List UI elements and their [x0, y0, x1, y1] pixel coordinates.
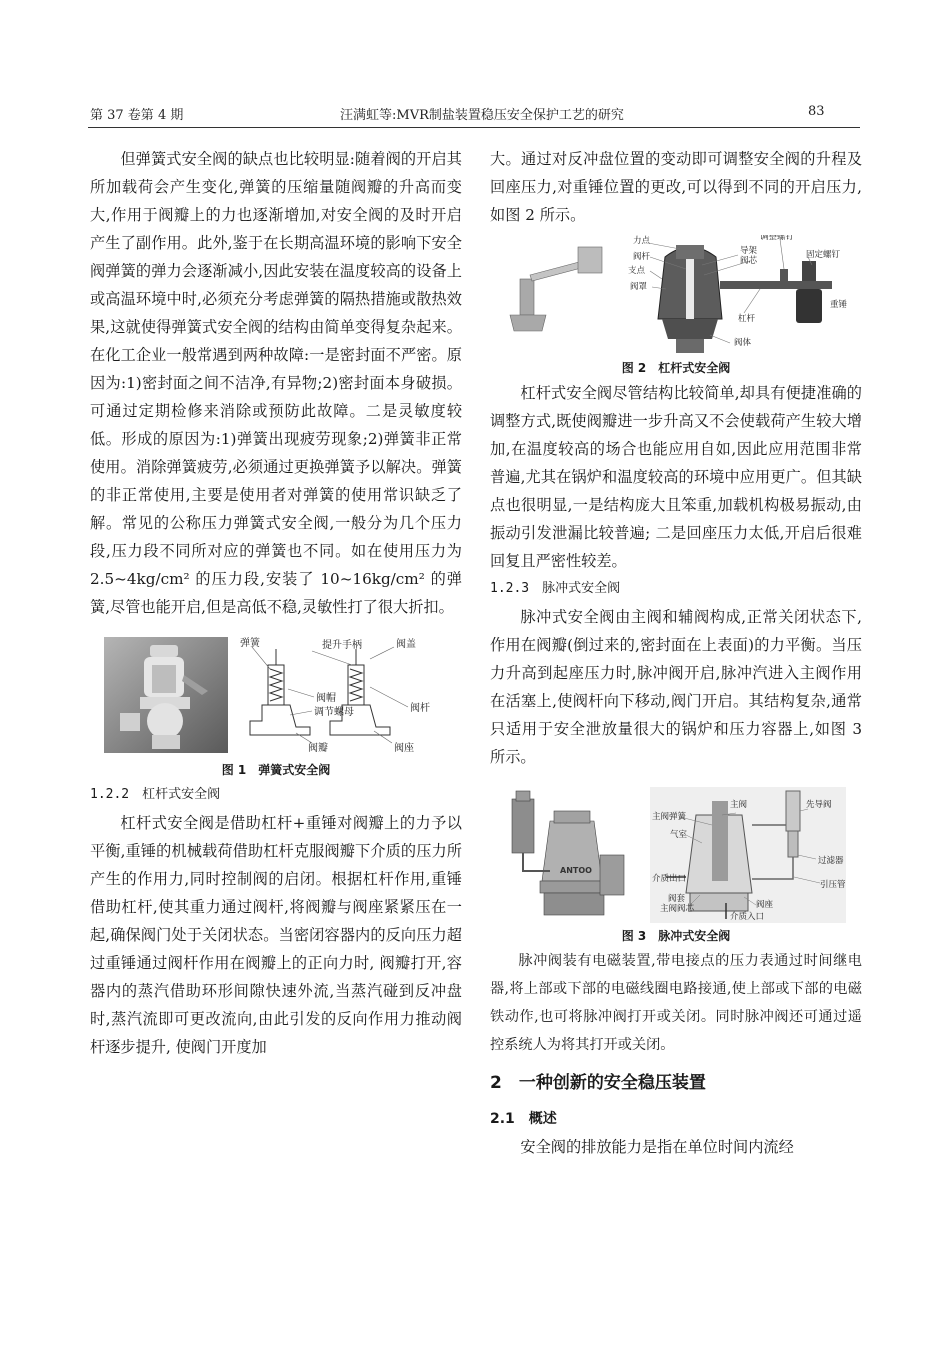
- label-sleeve: 阀套: [668, 894, 686, 904]
- journal-volume: 第 37 卷第 4 期: [90, 108, 184, 123]
- page-number: 83: [808, 104, 825, 119]
- label-guide: 导架: [740, 246, 758, 256]
- label-nut: 调节螺母: [314, 707, 354, 718]
- figure-1: [90, 635, 462, 759]
- label-handle: 提升手柄: [322, 640, 362, 651]
- paragraph: 杠杆式安全阀是借助杠杆+重锤对阀瓣上的力予以平衡,重锤的机械载荷借助杠杆克服阀瓣下介质的压力所产生的作用力,同时控制阀的启闭。根据杠杆作用,重锤借助杠杆,使其重力通过阀杆,将阀瓣与阀座紧紧压在一起,确保阀门处于关闭状态。当密闭容器内的反向压力超过重锤通过阀杆作用在阀瓣上的正向力时, 阀瓣打开,容器内的蒸汽借助环形间隙快速外流,当蒸汽碰到反冲盘时,蒸汽流即可更改流向,由此引发的反向作用力推动阀杆逐步提升, 使阀门开度加: [90, 814, 462, 1056]
- label-main-spring: 主阀弹簧: [652, 812, 687, 822]
- label-spring: 弹簧: [240, 638, 260, 649]
- label-outlet: 介质出口: [652, 874, 687, 884]
- paragraph: 杠杆式安全阀尽管结构比较简单,却具有便捷准确的调整方式,既使阀瓣进一步升高又不会使载荷产生较大增加,在温度较高的场合也能应用自如,因此应用范围非常普遍,尤其在锅炉和温度较高的环境中应用更广。但其缺点也很明显,一是结构庞大且笨重,加载机构极易振动,由振动引发泄漏比较普遍; 二是回座压力太低,开启后很难回复且严密性较差。: [490, 384, 862, 570]
- right-column: [490, 145, 862, 1161]
- label-cap: 阀盖: [396, 639, 416, 650]
- spring-valve-figure: [90, 635, 462, 759]
- label-core: 阀芯: [740, 256, 758, 266]
- label-pilot: 先导阀: [806, 800, 832, 810]
- figure-3-caption: 图 3 脉冲式安全阀: [621, 929, 731, 943]
- section-2-heading: 2 一种创新的安全稳压装置: [490, 1073, 706, 1093]
- label-fix-screw: 固定螺钉: [806, 250, 841, 260]
- label-stem: 阀杆: [410, 703, 430, 714]
- label-lever: 杠杆: [738, 314, 756, 324]
- label-bonnet: 阀帽: [316, 693, 336, 704]
- label-seat: 阀座: [394, 743, 414, 754]
- label-disc: 阀瓣: [308, 743, 328, 754]
- label-fulcrum: 支点: [628, 266, 646, 276]
- header-rule: [88, 127, 860, 128]
- label-inlet: 介质入口: [730, 912, 765, 922]
- label-cover: 阀罩: [630, 282, 648, 292]
- section-1-2-2: 1.2.2 杠杆式安全阀: [90, 787, 221, 802]
- left-column: [90, 145, 462, 1061]
- lever-valve-figure: [490, 235, 862, 357]
- figure-1-caption: 图 1 弹簧式安全阀: [221, 763, 331, 777]
- section-1-2-3: 1.2.3 脉冲式安全阀: [490, 581, 621, 596]
- label-main-valve: 主阀: [730, 800, 748, 810]
- label-stem: 阀杆: [633, 252, 651, 262]
- figure-2: [490, 235, 862, 357]
- brand-text: ANTOO: [560, 866, 592, 875]
- figure-2-caption: 图 2 杠杆式安全阀: [621, 361, 731, 375]
- label-weight: 重锤: [830, 300, 848, 310]
- paragraph: 安全阀的排放能力是指在单位时间内流经: [520, 1138, 794, 1156]
- section-2-1-heading: 2.1 概述: [490, 1111, 557, 1127]
- label-air-chamber: 气室: [670, 830, 688, 840]
- label-adjust-screw: 调整螺钉: [760, 235, 795, 242]
- paragraph: 脉冲式安全阀由主阀和辅阀构成,正常关闭状态下,作用在阀瓣(倒过来的,密封面在上表面)的力平衡。当压力升高到起座压力时,脉冲阀开启,脉冲汽进入主阀作用在活塞上,使阀杆向下移动,阀门开启。其结构复杂,通常只适用于安全泄放量很大的锅炉和压力容器上,如图 3 所示。: [490, 608, 862, 766]
- label-main-core: 主阀阀芯: [660, 904, 695, 914]
- pulse-valve-figure: [490, 785, 862, 925]
- label-pressure-pipe: 引压管: [820, 880, 846, 890]
- label-filter: 过滤器: [818, 856, 844, 866]
- paragraph: 但弹簧式安全阀的缺点也比较明显:随着阀的开启其所加载荷会产生变化,弹簧的压缩量随阀瓣的升高而变大,作用于阀瓣上的力也逐渐增加,对安全阀的及时开启产生了副作用。此外,鉴于在长期高温环境的影响下安全阀弹簧的弹力会逐渐减小,因此安装在温度较高的设备上或高温环境中时,必须充分考虑弹簧的隔热措施或散热效果,这就使得弹簧式安全阀的结构由简单变得复杂起来。在化工企业一般常遇到两种故障:一是密封面不严密。原因为:1)密封面之间不洁净,有异物;2)密封面本身破损。可通过定期检修来消除或预防此故障。二是灵敏度较低。形成的原因为:1)弹簧出现疲劳现象;2)弹簧非正常使用。消除弹簧疲劳,必须通过更换弹簧予以解决。弹簧的非正常使用,主要是使用者对弹簧的使用常识缺乏了解。常见的公称压力弹簧式安全阀,一般分为几个压力段,压力段不同所对应的弹簧也不同。如在使用压力为 2.5~4kg/cm² 的压力段,安装了 10~16kg/cm² 的弹簧,尽管也能开启,但是高低不稳,灵敏性打了很大折扣。: [90, 150, 462, 616]
- label-body: 阀体: [734, 338, 752, 348]
- label-seat: 阀座: [756, 900, 774, 910]
- running-title: 汪满虹等:MVR制盐装置稳压安全保护工艺的研究: [340, 108, 624, 123]
- label-force-point: 力点: [633, 236, 651, 246]
- figure-3: [490, 785, 862, 925]
- paragraph: 大。通过对反冲盘位置的变动即可调整安全阀的升程及回座压力,对重锤位置的更改,可以得到不同的开启压力,如图 2 所示。: [490, 150, 862, 224]
- paragraph: 脉冲阀装有电磁装置,带电接点的压力表通过时间继电器,将上部或下部的电磁线圈电路接通,使上部或下部的电磁铁动作,也可将脉冲阀打开或关闭。同时脉冲阀还可通过遥控系统人为将其打开或关闭。: [490, 953, 862, 1053]
